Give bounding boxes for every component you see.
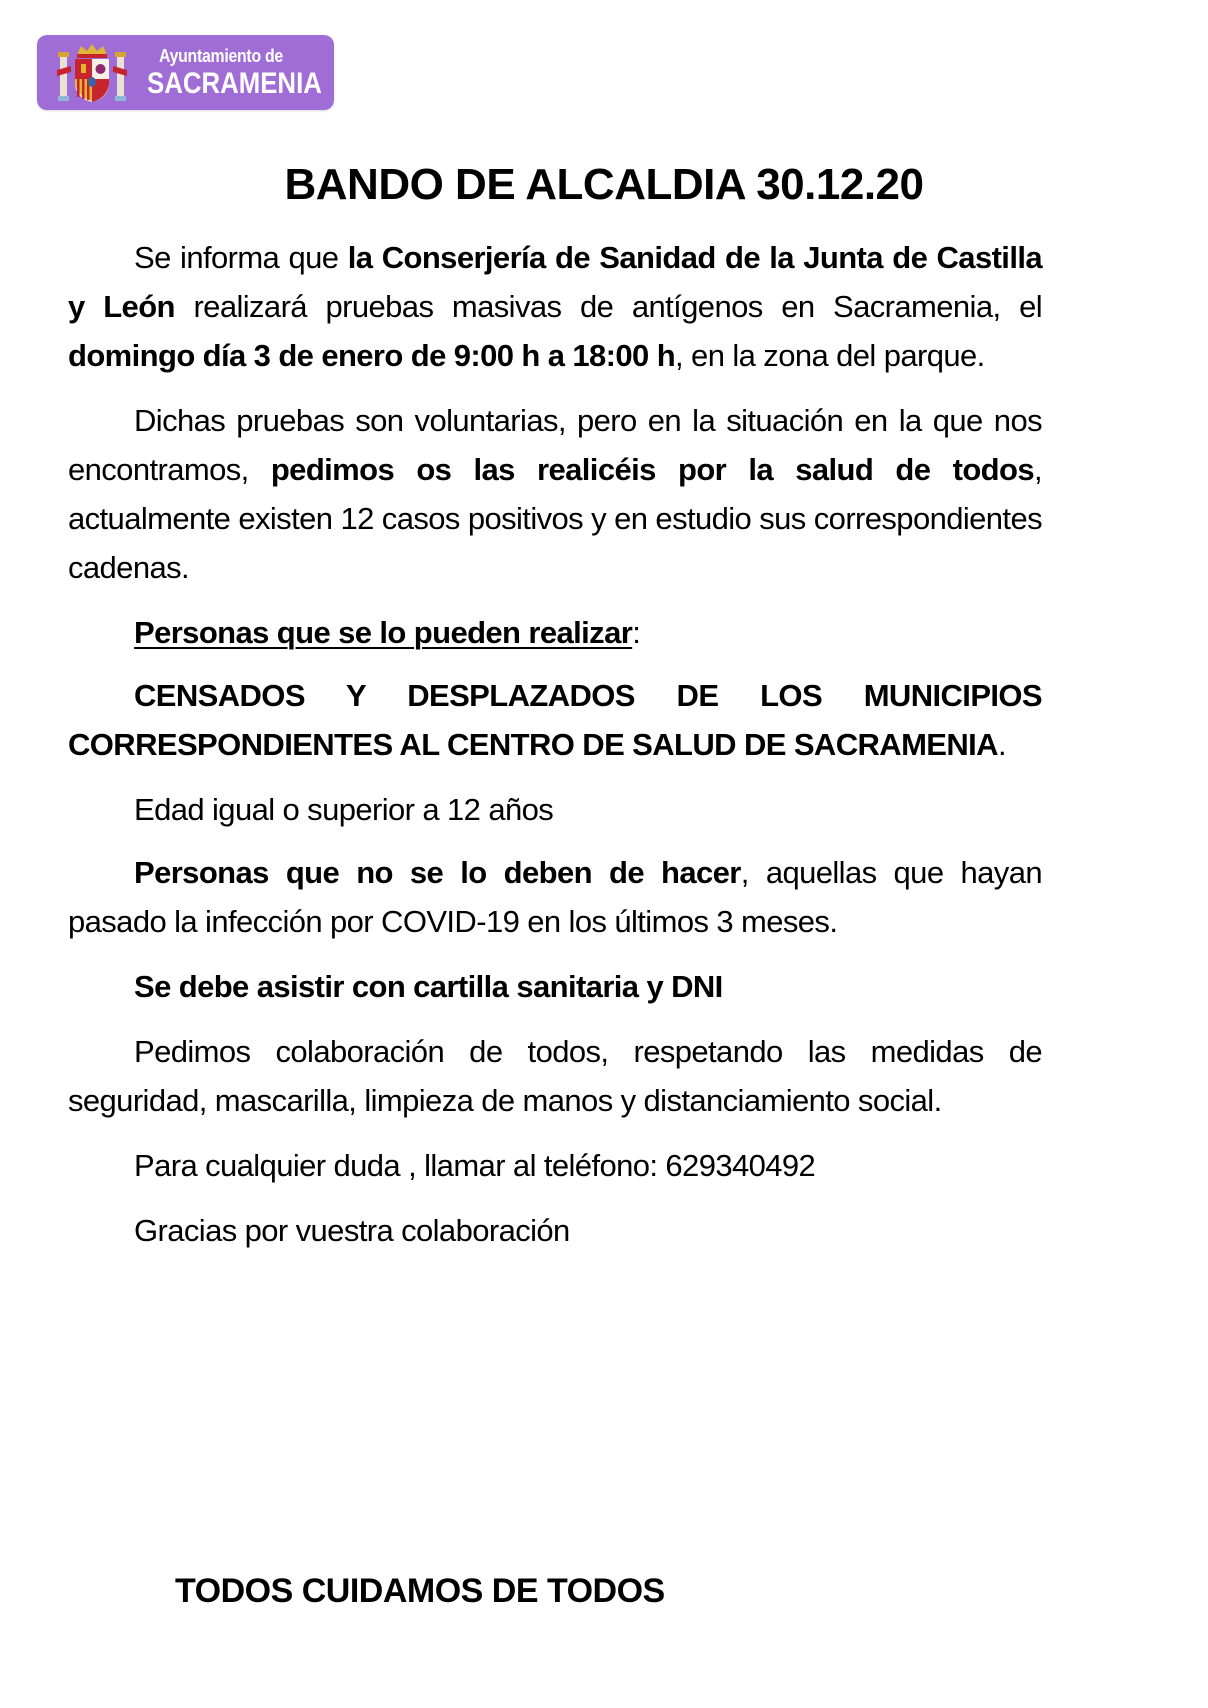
- bold-text-authority: la Conserjería de Sanidad de la Junta de Castilla y León: [68, 240, 1042, 324]
- eligible-heading: Personas que se lo pueden realizar: [134, 615, 633, 650]
- logo-subtitle: Ayuntamiento de: [159, 45, 283, 66]
- paragraph-thanks: [68, 1206, 1042, 1255]
- paragraph-voluntary: [68, 396, 1042, 592]
- text: Dichas pruebas son voluntarias, pero en la situación en la que nos encontramos,: [68, 403, 1042, 487]
- bold-text-exclusions: Personas que no se lo deben de hacer: [134, 855, 741, 890]
- document-body: [68, 233, 1042, 1255]
- text: :: [632, 615, 641, 650]
- paragraph-eligible-line1: [68, 671, 1042, 720]
- bold-text-request: pedimos os las realicéis por la salud de todos: [270, 452, 1034, 487]
- coat-of-arms-of-spain-icon: [57, 42, 127, 104]
- text: Edad igual o superior a 12 años: [134, 792, 554, 827]
- paragraph-age: [68, 785, 1042, 834]
- text: realizará pruebas masivas de antígenos en Sacramenia, el: [174, 289, 1042, 324]
- logo-municipality-name: SACRAMENIA: [147, 66, 322, 100]
- bold-text-requirements: Se debe asistir con cartilla sanitaria y DNI: [134, 969, 723, 1004]
- text: Para cualquier duda , llamar al teléfono: 629340492: [134, 1148, 816, 1183]
- text: Se informa que: [134, 240, 348, 275]
- paragraph-requirements: [68, 962, 1042, 1011]
- bold-text-caps: CORRESPONDIENTES AL CENTRO DE SALUD DE SACRAMENIA: [68, 727, 998, 762]
- text: , actualmente existen 12 casos positivos y en estudio sus correspondientes cadenas.: [68, 452, 1042, 585]
- text: , en la zona del parque.: [675, 338, 985, 373]
- text: Pedimos colaboración de todos, respetando las medidas de seguridad, mascarilla, limpieza de manos y distanciamiento social.: [68, 1034, 1042, 1118]
- bold-text-date-time: domingo día 3 de enero de 9:00 h a 18:00 h: [68, 338, 676, 373]
- document-title: BANDO DE ALCALDIA 30.12.20: [284, 160, 924, 209]
- text: .: [997, 727, 1006, 762]
- paragraph-exclusions: [68, 848, 1042, 946]
- paragraph-eligible-line2: [68, 720, 1042, 769]
- paragraph-eligible-heading: [68, 608, 1042, 657]
- text: Gracias por vuestra colaboración: [134, 1213, 570, 1248]
- paragraph-contact: [68, 1141, 1042, 1190]
- closing-slogan: TODOS CUIDAMOS DE TODOS: [175, 1572, 665, 1610]
- paragraph-announcement: [68, 233, 1042, 380]
- paragraph-safety: [68, 1027, 1042, 1125]
- municipality-logo: [37, 35, 334, 110]
- text: , aquellas que hayan pasado la infección por COVID-19 en los últimos 3 meses.: [68, 855, 1042, 939]
- bold-text-caps: CENSADOS Y DESPLAZADOS DE LOS MUNICIPIOS: [134, 678, 1042, 713]
